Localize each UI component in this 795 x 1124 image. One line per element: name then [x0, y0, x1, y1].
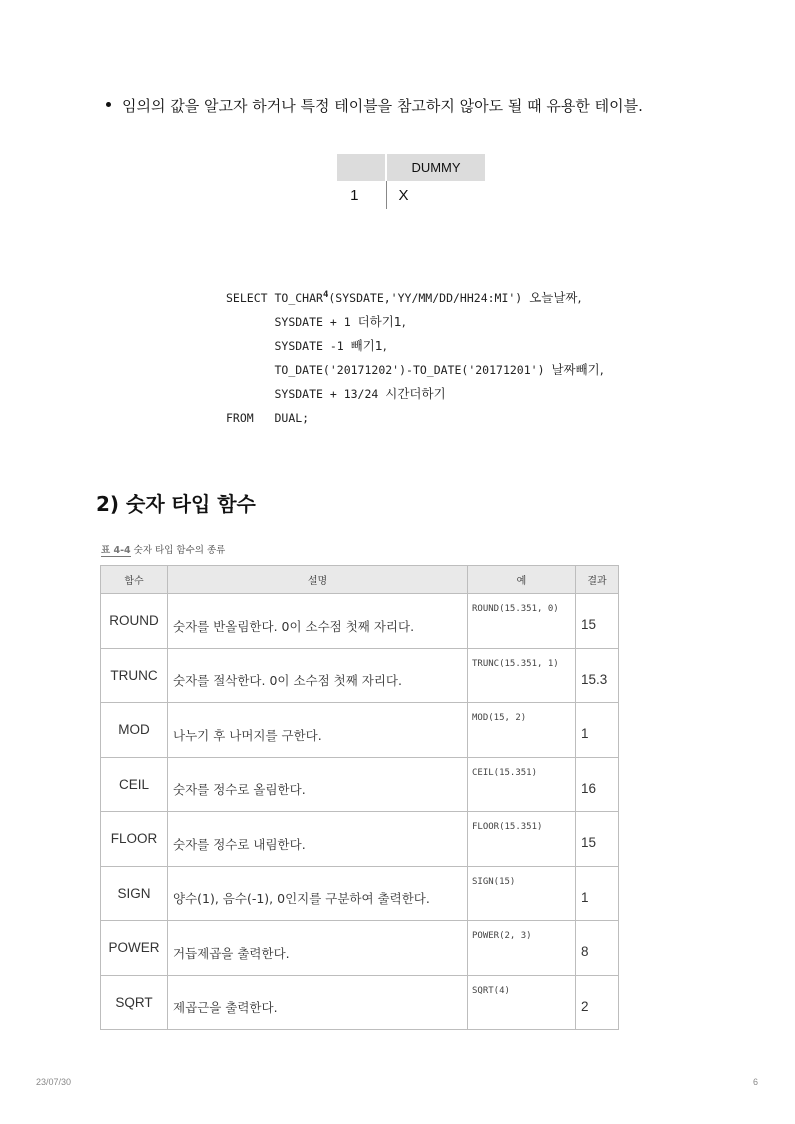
- dual-header-blank: [337, 154, 386, 181]
- bullet-dot-icon: [106, 102, 111, 107]
- table-row: [101, 703, 619, 758]
- code-alias-datediff: 날짜빼기,: [551, 361, 604, 377]
- code-line-4: TO_DATE('20171202')-TO_DATE('20171201'): [274, 362, 545, 377]
- cell-example: SQRT(4): [468, 975, 576, 1030]
- caption-number: 표 4-4: [101, 545, 131, 556]
- page-number: 6: [753, 1077, 759, 1087]
- cell-example: ROUND(15.351, 0): [468, 594, 576, 649]
- table-row: [101, 594, 619, 649]
- code-line-2: SYSDATE + 1: [274, 314, 351, 329]
- cell-function: POWER: [101, 921, 168, 976]
- table-row: [101, 921, 619, 976]
- cell-result: 15: [576, 594, 619, 649]
- header-description: 설명: [168, 566, 468, 594]
- cell-function: CEIL: [101, 757, 168, 812]
- cell-function: SIGN: [101, 866, 168, 921]
- footnote-marker: 4: [322, 290, 329, 300]
- cell-description: 숫자를 반올림한다. 0이 소수점 첫째 자리다.: [168, 594, 468, 649]
- cell-function: TRUNC: [101, 648, 168, 703]
- cell-result: 1: [576, 866, 619, 921]
- cell-result: 15: [576, 812, 619, 867]
- table-row: [101, 812, 619, 867]
- code-keyword-from: FROM: [226, 410, 254, 425]
- cell-result: 1: [576, 703, 619, 758]
- code-line-5: SYSDATE + 13/24: [274, 386, 379, 401]
- functions-table: [100, 565, 619, 1030]
- code-args: (SYSDATE,'YY/MM/DD/HH24:MI'): [328, 290, 523, 305]
- functions-table-header: [101, 566, 619, 594]
- code-fn-to-char: TO_CHAR: [274, 290, 323, 305]
- cell-description: 숫자를 정수로 올림한다.: [168, 757, 468, 812]
- cell-example: FLOOR(15.351): [468, 812, 576, 867]
- table-row: [101, 648, 619, 703]
- cell-example: POWER(2, 3): [468, 921, 576, 976]
- cell-description: 나누기 후 나머지를 구한다.: [168, 703, 468, 758]
- code-alias-today: 오늘날짜,: [529, 289, 582, 305]
- code-alias-add1: 더하기1,: [357, 313, 406, 329]
- cell-description: 양수(1), 음수(-1), 0인지를 구분하여 출력한다.: [168, 866, 468, 921]
- code-line-3: SYSDATE -1: [274, 338, 344, 353]
- table-caption: [101, 542, 225, 556]
- cell-function: FLOOR: [101, 812, 168, 867]
- header-function: 함수: [101, 566, 168, 594]
- table-row: [101, 975, 619, 1030]
- cell-result: 8: [576, 921, 619, 976]
- cell-description: 제곱근을 출력한다.: [168, 975, 468, 1030]
- table-row: [101, 757, 619, 812]
- cell-description: 숫자를 정수로 내림한다.: [168, 812, 468, 867]
- header-result: 결과: [576, 566, 619, 594]
- dual-row-value: X: [398, 186, 409, 204]
- dual-table: [337, 154, 485, 209]
- cell-example: CEIL(15.351): [468, 757, 576, 812]
- dual-header-dummy: DUMMY: [386, 154, 485, 181]
- code-line-6: DUAL;: [274, 410, 310, 425]
- bullet-text: 임의의 값을 알고자 하거나 특정 테이블을 참고하지 않아도 될 때 유용한 테이블.: [122, 97, 643, 115]
- caption-text: 숫자 타입 함수의 종류: [133, 545, 226, 556]
- cell-function: MOD: [101, 703, 168, 758]
- footer-date: 23/07/30: [36, 1077, 72, 1087]
- code-alias-sub1: 빼기1,: [350, 337, 387, 353]
- header-example: 예: [468, 566, 576, 594]
- sql-code-block: [226, 283, 604, 430]
- section-heading: 2) 숫자 타입 함수: [96, 492, 256, 516]
- dual-table-row: [337, 181, 485, 209]
- cell-example: SIGN(15): [468, 866, 576, 921]
- cell-result: 16: [576, 757, 619, 812]
- code-keyword-select: SELECT: [226, 290, 268, 305]
- dual-table-header: [337, 154, 485, 181]
- cell-example: TRUNC(15.351, 1): [468, 648, 576, 703]
- cell-result: 2: [576, 975, 619, 1030]
- dual-row-number: 1: [337, 181, 386, 209]
- table-row: [101, 866, 619, 921]
- cell-function: SQRT: [101, 975, 168, 1030]
- cell-result: 15.3: [576, 648, 619, 703]
- code-alias-addhour: 시간더하기: [385, 385, 446, 401]
- cell-description: 거듭제곱을 출력한다.: [168, 921, 468, 976]
- bullet-item: [106, 96, 746, 116]
- cell-function: ROUND: [101, 594, 168, 649]
- cell-example: MOD(15, 2): [468, 703, 576, 758]
- cell-description: 숫자를 절삭한다. 0이 소수점 첫째 자리다.: [168, 648, 468, 703]
